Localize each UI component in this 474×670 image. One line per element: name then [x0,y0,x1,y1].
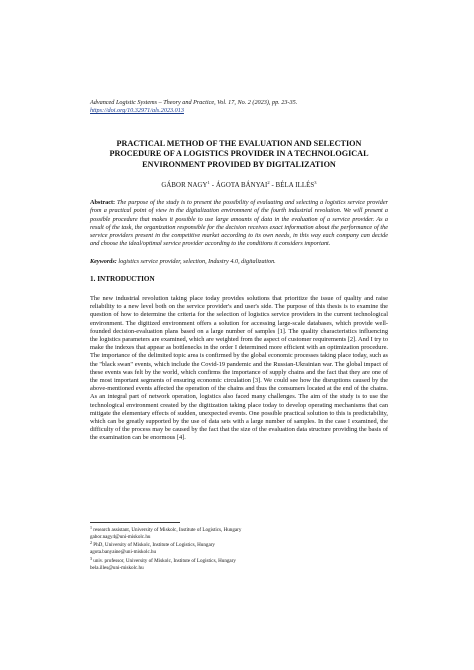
keywords-label: Keywords: [90,258,117,265]
section-title-rest: NTRODUCTION [100,275,155,283]
abstract [90,199,388,249]
section-title-initial: I [97,275,100,283]
footnote-affiliation: PhD, University of Miskolc, Institute of Logistics, Hungary [93,542,215,549]
author-separator: - [269,182,276,189]
footnote-mark: 3 [90,555,92,561]
footnote-affiliation: research assistant, University of Miskolc, Institute of Logistics, Hungary [93,527,242,533]
footnote [90,540,388,555]
journal-header [90,99,388,116]
keywords-text: logistics service provider, selection, Industry 4.0, digitalization. [118,258,276,265]
footnote-email: agota.banyaine@uni-miskolc.hu [90,549,157,556]
footnotes [90,525,388,571]
section-number: 1. [90,275,96,283]
author-list [90,180,388,189]
author-name: GÁBOR NAGY [161,182,208,189]
abstract-text: The purpose of the study is to present the possibility of evaluating and selecting a logistics service provider from a practical point of view in the digitalization environment of the fourth industrial revolution. We will present a possible procedure that makes it possible to use large amounts of data in the evaluation of a service provider. As a result of the task, the organization responsible for the decision receives exact information about the performance of the service providers present in the competitive market according to its own needs, in this way each company can decide and choose the ideal/optimal service provider according to the conditions it considers important. [90,199,389,248]
footnote-email: gabor.nagy4@uni-miskolc.hu [90,533,151,540]
footnote-affiliation: univ. professor, University of Miskolc, Institute of Logistics, Hungary [93,557,236,564]
footnote-email: bela.illes@uni-miskolc.hu [90,564,144,571]
author-footnote-mark: 2 [267,180,270,185]
author-separator: - [209,182,216,189]
body-paragraph: The new industrial revolution taking place today provides solutions that prioritize the issue of quality and raise reliability to a new level both on the service provider's and user's side. The purpose of this thesis is to examine the question of how to determine the criteria for the selection of logistics service providers in the current technological environment. The digitized environment offers a solution for accessing large-scale databases, which provide well-founded decision-evaluation plans based on a large number of samples [1]. The quality characteristics influencing the logistics parameters are examined, which are weighted from the aspect of customer requirements [2]. And I try to make the indexes that appear as bottlenecks in the order I determined more efficient with an optimization procedure. The importance of the delimited topic area is confirmed by the global economic processes taking place today, such as the "black swan" events, which include the Covid-19 pandemic and the Russian-Ukrainian war. The global impact of these events was felt by the world, which confirms the importance of supply chains and the fact that they are one of the most important segments of ensuring economic circulation [3]. We could see how the disruptions caused by the above-mentioned events affected the operation of the chains and thus the consumers located at the end of the chains. As an integral part of network operation, logistics also faced many challenges. The aim of the study is to use the technological environment created by the digitization taking place today to develop operating mechanisms that can mitigate the elementary effects of sudden, unexpected events. One possible practical solution to this is predictability, which can be greatly supported by the use of data sets with a large number of samples. In the case I examined, the difficulty of the process may be caused by the fact that the size of the evaluation data structure providing the basis of the examination can be enormous [4]. [90,295,388,442]
footnote [90,556,388,571]
author-footnote-mark: 1 [207,180,210,185]
author-name: BÉLA ILLÉS [275,182,315,189]
abstract-label: Abstract: [90,199,116,206]
footnote-mark: 1 [90,525,92,530]
journal-citation: Advanced Logistic Systems – Theory and Practice, Vol. 17, No. 2 (2023), pp. 23-35. [90,99,298,106]
author-name: ÁGOTA BÁNYAI [215,182,268,189]
author-footnote-mark: 3 [314,180,317,185]
footnote [90,525,388,540]
doi-link[interactable]: https://doi.org/10.32971/als.2023.013 [90,107,184,115]
paper-title: PRACTICAL METHOD OF THE EVALUATION AND SELECTION PROCEDURE OF A LOGISTICS PROVIDER IN A TECHNOLOGICAL ENVIRONMENT PROVIDED BY DIGITALIZATION [109,139,369,169]
footnote-mark: 2 [90,540,92,546]
keywords [90,258,388,266]
footnote-divider [90,522,180,523]
section-heading [90,275,155,283]
